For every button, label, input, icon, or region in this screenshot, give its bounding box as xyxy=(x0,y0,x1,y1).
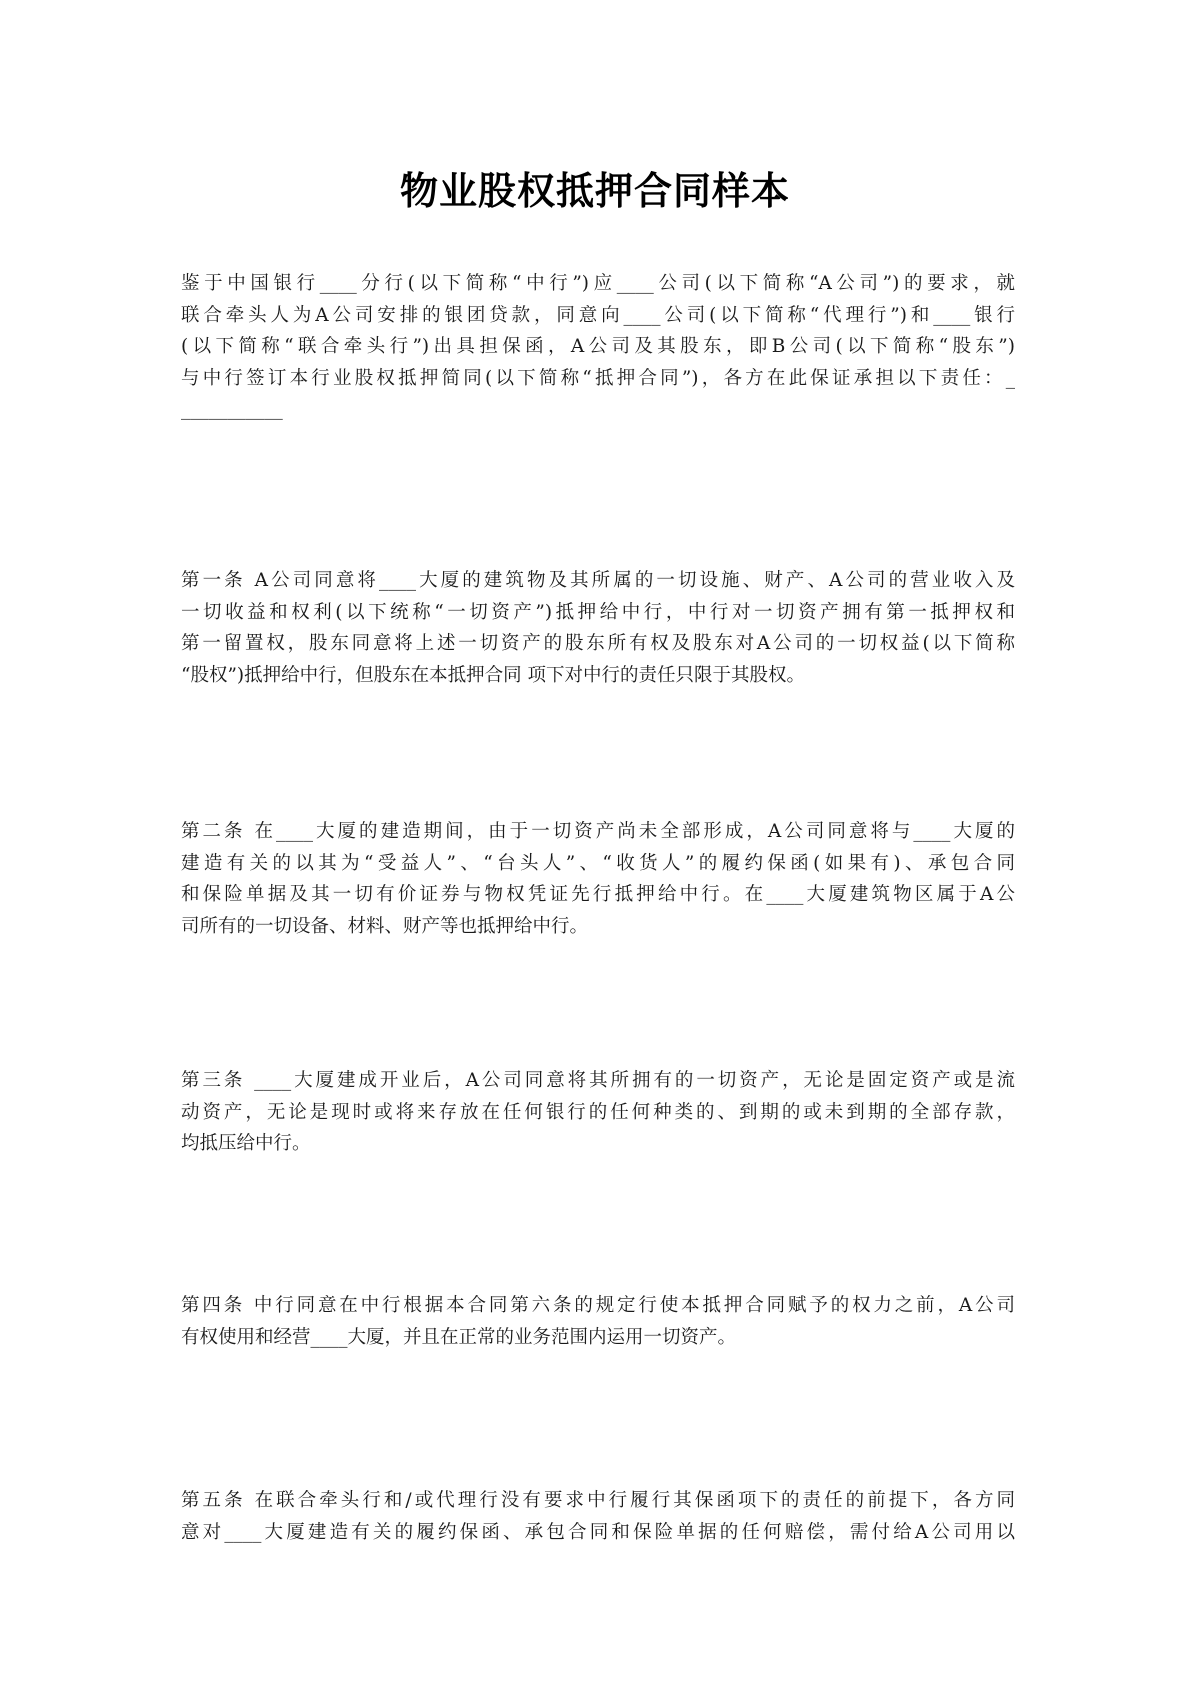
text-line: 联合牵头人为A公司安排的银团贷款，同意向____公司(以下简称“代理行”)和____银行 xyxy=(181,304,1015,326)
text-line: “股权”)抵押给中行，但股东在本抵押合同 项下对中行的责任只限于其股权。 xyxy=(181,664,806,686)
text-line: 第一条 A公司同意将____大厦的建筑物及其所属的一切设施、财产、A公司的营业收入及 xyxy=(181,570,1015,591)
text-line: 司所有的一切设备、材料、财产等也抵押给中行。 xyxy=(181,915,589,937)
article-5-paragraph xyxy=(181,1485,1015,1548)
text-line: 均抵压给中行。 xyxy=(181,1133,311,1154)
text-line: 鉴于中国银行____分行(以下简称“中行”)应____公司(以下简称“A公司”)的要求，就 xyxy=(181,273,1015,294)
document-title: 物业股权抵押合同样本 xyxy=(399,169,790,213)
text-line: 建造有关的以其为“受益人”、“台头人”、“收货人”的履约保函(如果有)、承包合同 xyxy=(181,852,1015,874)
text-line: ___________ xyxy=(181,399,283,420)
preamble-paragraph xyxy=(181,268,1015,426)
text-line: 第四条 中行同意在中行根据本合同第六条的规定行使本抵押合同赋予的权力之前，A公司 xyxy=(181,1295,1015,1316)
text-line: (以下简称“联合牵头行”)出具担保函，A公司及其股东，即B公司(以下简称“股东”) xyxy=(181,336,1015,357)
article-1-paragraph xyxy=(181,565,1015,691)
text-line: 意对____大厦建造有关的履约保函、承包合同和保险单据的任何赔偿，需付给A公司用以 xyxy=(181,1521,1015,1543)
text-line: 与中行签订本行业股权抵押简同(以下简称“抵押合同”)，各方在此保证承担以下责任：_ xyxy=(181,367,1015,389)
text-line: 和保险单据及其一切有价证券与物权凭证先行抵押给中行。在____大厦建筑物区属于A公 xyxy=(181,884,1015,905)
text-line: 第三条 ____大厦建成开业后，A公司同意将其所拥有的一切资产，无论是固定资产或是流 xyxy=(181,1070,1015,1091)
text-line: 第一留置权，股东同意将上述一切资产的股东所有权及股东对A公司的一切权益(以下简称 xyxy=(181,633,1015,654)
article-4-paragraph xyxy=(181,1290,1015,1353)
article-2-paragraph xyxy=(181,816,1015,942)
text-line: 第二条 在____大厦的建造期间，由于一切资产尚未全部形成，A公司同意将与____大厦的 xyxy=(181,821,1015,842)
text-line: 一切收益和权利(以下统称“一切资产”)抵押给中行，中行对一切资产拥有第一抵押权和 xyxy=(181,601,1015,623)
text-line: 动资产，无论是现时或将来存放在任何银行的任何种类的、到期的或未到期的全部存款， xyxy=(181,1101,1015,1123)
text-line: 第五条 在联合牵头行和/或代理行没有要求中行履行其保函项下的责任的前提下，各方同 xyxy=(181,1490,1015,1511)
article-3-paragraph xyxy=(181,1065,1015,1160)
text-line: 有权使用和经营____大厦，并且在正常的业务范围内运用一切资产。 xyxy=(181,1326,737,1348)
